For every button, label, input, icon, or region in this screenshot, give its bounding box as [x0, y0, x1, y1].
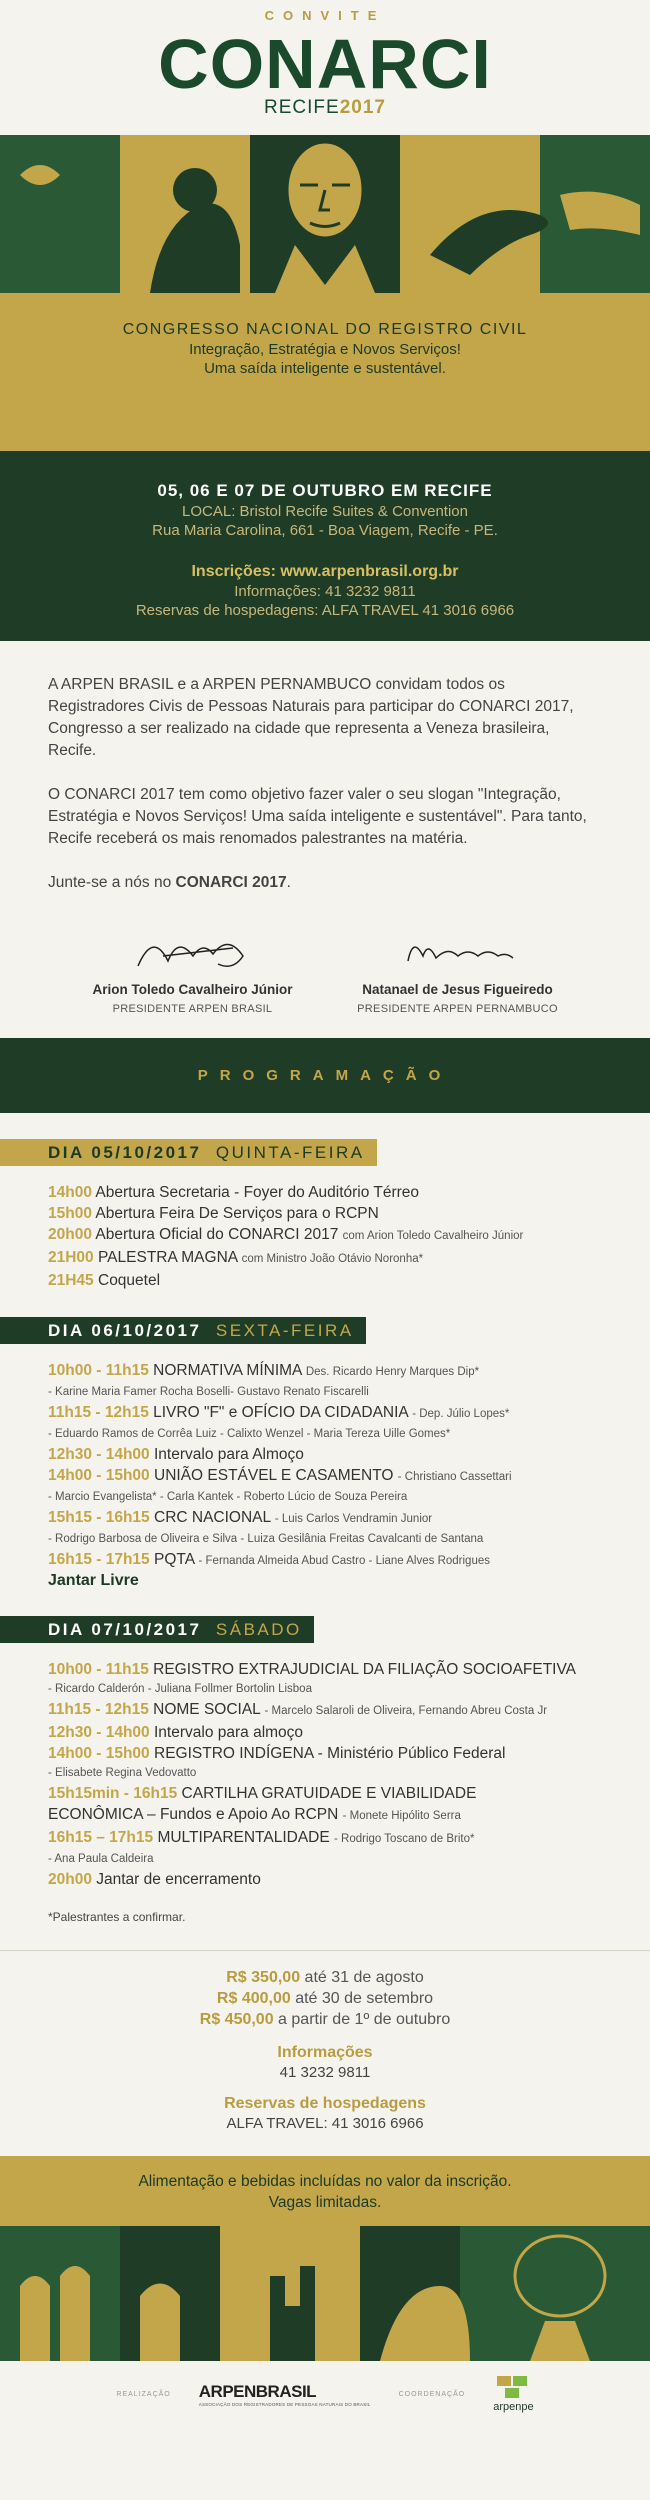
- congresso-title: CONGRESSO NACIONAL DO REGISTRO CIVIL: [122, 321, 528, 338]
- intro-paragraph-3: Junte-se a nós no CONARCI 2017.: [48, 874, 291, 891]
- day-1-items: [0, 1166, 610, 1291]
- list-item: 14h00 - 15h00 UNIÃO ESTÁVEL E CASAMENTO - Christiano Cassettari: [48, 1467, 512, 1484]
- signature-natanael: Natanael de Jesus Figueiredo PRESIDENTE ARPEN PERNAMBUCO: [333, 926, 583, 1032]
- reservas-phone: Reservas de hospedagens: ALFA TRAVEL 41 3016 6966: [135, 602, 515, 619]
- slogan-line-2: Uma saída inteligente e sustentável.: [204, 360, 446, 377]
- intro-text: [0, 641, 650, 894]
- list-item: 16h15 - 17h15 PQTA - Fernanda Almeida Abud Castro - Liane Alves Rodrigues: [48, 1551, 490, 1568]
- arpenbrasil-logo: ARPENBRASIL ASSOCIAÇÃO DOS REGISTRADORES DE PESSOAS NATURAIS DO BRASIL: [198, 2382, 371, 2407]
- arpenpe-icon: [497, 2376, 529, 2398]
- intro-paragraph-2: O CONARCI 2017 tem como objetivo fazer valer o seu slogan "Integração, Estratégia e Novos Serviços! Uma saída inteligente e sustentável". Para tanto, Recife receberá os mais renomados palestrantes na matéria.: [48, 786, 587, 847]
- conarci-logo: CONARCI: [158, 25, 492, 103]
- convite-label: CONVITE: [264, 8, 386, 23]
- list-item: 14h00 - 15h00 REGISTRO INDÍGENA - Ministério Público Federal: [48, 1745, 506, 1762]
- signature-arion-scribble: [123, 926, 263, 978]
- footer-illustration: [0, 2226, 650, 2361]
- programacao-header: PROGRAMAÇÃO: [0, 1038, 650, 1113]
- day-2-header: DIA 06/10/2017 SEXTA-FEIRA: [0, 1317, 366, 1344]
- arpenpe-logo: arpenpe: [493, 2376, 533, 2413]
- reservas-block: [0, 2095, 650, 2132]
- intro-paragraph-1: A ARPEN BRASIL e a ARPEN PERNAMBUCO convidam todos os Registradores Civis de Pessoas Naturais para participar do CONARCI 2017, Congresso a ser realizado na cidade que representa a Veneza brasileira, Recife.: [48, 676, 574, 759]
- signature-natanael-scribble: [388, 926, 528, 978]
- list-item: ECONÔMICA – Fundos e Apoio Ao RCPN - Monete Hipólito Serra: [48, 1806, 461, 1823]
- alimentacao-banner: Alimentação e bebidas incluídas no valor da inscrição. Vagas limitadas.: [0, 2156, 650, 2226]
- day-3-header: DIA 07/10/2017 SÁBADO: [0, 1616, 314, 1643]
- day-2-items: [0, 1344, 610, 1590]
- programacao-list: [0, 1113, 650, 1924]
- header-illustration: [0, 135, 650, 293]
- day-3-items: [0, 1643, 610, 1890]
- list-item: 10h00 - 11h15 REGISTRO EXTRAJUDICIAL DA FILIAÇÃO SOCIOAFETIVA: [48, 1661, 577, 1678]
- realizacao-label: REALIZAÇÃO: [116, 2391, 171, 2398]
- list-item: 12h30 - 14h00 Intervalo para Almoço: [48, 1446, 304, 1463]
- list-item: 11h15 - 12h15 LIVRO "F" e OFÍCIO DA CIDADANIA - Dep. Júlio Lopes*: [48, 1404, 510, 1421]
- price-list: [0, 1950, 650, 2030]
- reservas-title: Reservas de hospedagens: [224, 2095, 426, 2112]
- footer-logos: [0, 2361, 650, 2428]
- list-item: 20h00 Jantar de encerramento: [48, 1871, 261, 1888]
- price-item: R$ 450,00 a partir de 1º de outubro: [199, 2011, 451, 2028]
- signature-arion: Arion Toledo Cavalheiro Júnior PRESIDENTE ARPEN BRASIL: [68, 926, 318, 1032]
- event-address: Rua Maria Carolina, 661 - Boa Viagem, Recife - PE.: [152, 522, 498, 539]
- list-item: 11h15 - 12h15 NOME SOCIAL - Marcelo Salaroli de Oliveira, Fernando Abreu Costa Jr: [48, 1701, 548, 1718]
- inscricoes-link[interactable]: Inscrições: www.arpenbrasil.org.br: [191, 563, 459, 580]
- informacoes-title: Informações: [277, 2044, 373, 2061]
- list-item: 21H45 Coquetel: [48, 1272, 161, 1289]
- informacoes-block: [0, 2044, 650, 2081]
- speakers: - Rodrigo Barbosa de Oliveira e Silva - Luiza Gesilânia Freitas Cavalcanti de Santana: [48, 1533, 484, 1545]
- list-item: 12h30 - 14h00 Intervalo para almoço: [48, 1724, 304, 1741]
- signatures: [0, 916, 650, 1032]
- day-1-header: DIA 05/10/2017 QUINTA-FEIRA: [0, 1139, 377, 1166]
- coordenacao-label: COORDENAÇÃO: [398, 2391, 466, 2398]
- price-item: R$ 400,00 até 30 de setembro: [216, 1990, 434, 2007]
- informacoes-phone: Informações: 41 3232 9811: [234, 583, 416, 600]
- informacoes-value: 41 3232 9811: [279, 2064, 371, 2081]
- speakers: - Karine Maria Famer Rocha Boselli- Gustavo Renato Fiscarelli: [48, 1386, 369, 1398]
- event-info-section: [0, 451, 650, 641]
- list-item: 16h15 – 17h15 MULTIPARENTALIDADE - Rodrigo Toscano de Brito*: [48, 1829, 475, 1846]
- list-item: 21H00 PALESTRA MAGNA com Ministro João Otávio Noronha*: [48, 1249, 424, 1266]
- event-local: LOCAL: Bristol Recife Suites & Convention: [182, 503, 468, 520]
- list-item: 15h15min - 16h15 CARTILHA GRATUIDADE E VIABILIDADE: [48, 1785, 477, 1802]
- speakers: - Elisabete Regina Vedovatto: [48, 1767, 197, 1779]
- speakers: - Ana Paula Caldeira: [48, 1853, 154, 1865]
- palestrantes-note: *Palestrantes a confirmar.: [48, 1910, 186, 1924]
- list-item: 15h00 Abertura Feira De Serviços para o RCPN: [48, 1205, 379, 1222]
- congresso-section: [0, 293, 650, 451]
- jantar-livre: Jantar Livre: [48, 1572, 139, 1589]
- reservas-value: ALFA TRAVEL: 41 3016 6966: [226, 2115, 424, 2132]
- price-item: R$ 350,00 até 31 de agosto: [226, 1969, 424, 1986]
- slogan-line-1: Integração, Estratégia e Novos Serviços!: [189, 341, 461, 358]
- speakers: - Ricardo Calderón - Juliana Follmer Bortolin Lisboa: [48, 1683, 312, 1695]
- list-item: 20h00 Abertura Oficial do CONARCI 2017 com Arion Toledo Cavalheiro Júnior: [48, 1226, 524, 1243]
- speakers: - Eduardo Ramos de Corrêa Luiz - Calixto Wenzel - Maria Tereza Uille Gomes*: [48, 1428, 451, 1440]
- list-item: 14h00 Abertura Secretaria - Foyer do Auditório Térreo: [48, 1184, 420, 1201]
- list-item: 10h00 - 11h15 NORMATIVA MÍNIMA Des. Ricardo Henry Marques Dip*: [48, 1362, 480, 1379]
- header: [0, 0, 650, 135]
- event-dates: 05, 06 E 07 DE OUTUBRO EM RECIFE: [157, 481, 493, 500]
- recife-year: RECIFE2017: [264, 97, 386, 118]
- speakers: - Marcio Evangelista* - Carla Kantek - Roberto Lúcio de Souza Pereira: [48, 1491, 408, 1503]
- list-item: 15h15 - 16h15 CRC NACIONAL - Luis Carlos Vendramin Junior: [48, 1509, 433, 1526]
